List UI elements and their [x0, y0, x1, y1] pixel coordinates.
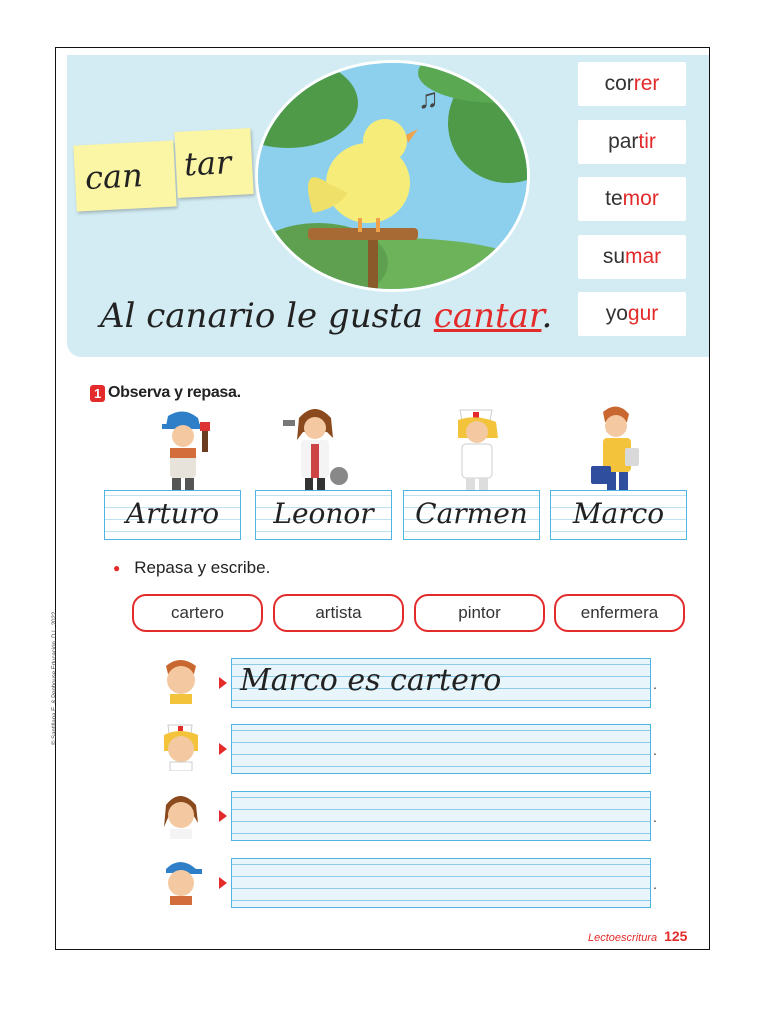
exercise-instruction: Observa y repasa.	[108, 384, 241, 401]
word-plain: cor	[604, 72, 634, 95]
profession-pill: pintor	[414, 594, 545, 632]
figure-painter	[150, 408, 220, 497]
word-plain: yo	[605, 302, 628, 325]
canary-illustration	[255, 60, 530, 292]
row-period: .	[653, 809, 657, 825]
word-card	[578, 177, 686, 221]
syllable-text: can	[84, 156, 144, 198]
arrow-icon	[219, 677, 227, 689]
sentence-highlight: cantar	[433, 296, 542, 336]
profession-pill: enfermera	[554, 594, 685, 632]
arrow-icon	[219, 810, 227, 822]
face-artist-icon	[158, 789, 204, 839]
word-ending: gur	[627, 302, 659, 325]
writing-row-2[interactable]	[231, 724, 651, 774]
figure-nurse	[446, 404, 510, 497]
name-text: Leonor	[273, 497, 374, 530]
row-period: .	[653, 876, 657, 892]
page-footer	[588, 928, 687, 944]
exercise-title	[90, 384, 241, 402]
sub-instruction	[113, 558, 270, 578]
name-box-marco	[550, 490, 687, 540]
face-nurse-icon	[158, 721, 204, 771]
arrow-icon	[219, 877, 227, 889]
name-text: Marco	[572, 497, 665, 530]
word-plain: su	[602, 245, 625, 268]
name-box-arturo	[104, 490, 241, 540]
face-painter-icon	[158, 855, 204, 905]
figure-mailman	[585, 402, 645, 497]
word-ending: mor	[622, 187, 659, 210]
word-plain: te	[605, 187, 623, 210]
word-ending: rer	[633, 72, 660, 95]
word-card	[578, 235, 686, 279]
arrow-icon	[219, 743, 227, 755]
word-plain: par	[608, 130, 639, 153]
name-text: Arturo	[125, 497, 220, 530]
name-box-carmen	[403, 490, 540, 540]
profession-pill: artista	[273, 594, 404, 632]
sub-instruction-text: Repasa y escribe.	[134, 558, 271, 577]
exercise-number: 1	[90, 385, 105, 402]
example-sentence: Marco es cartero	[240, 663, 502, 698]
word-ending: tir	[638, 130, 656, 153]
sentence-start: Al canario le gusta	[100, 296, 434, 336]
section-label: Lectoescritura	[588, 932, 658, 944]
copyright-credit: © Santillana E. & Penhouse Educación. D.L. 2022	[52, 611, 58, 745]
profession-pill: cartero	[132, 594, 263, 632]
word-ending: mar	[625, 245, 662, 268]
word-card	[578, 292, 686, 336]
name-box-leonor	[255, 490, 392, 540]
page-number: 125	[664, 928, 688, 944]
writing-row-1[interactable]	[231, 658, 651, 708]
syllable-note-can	[73, 140, 176, 211]
syllable-note-tar	[174, 128, 253, 198]
sentence-end: .	[541, 296, 553, 336]
cursive-sentence	[100, 296, 552, 336]
face-mailman-icon	[158, 654, 204, 704]
word-card	[578, 62, 686, 106]
row-period: .	[653, 676, 657, 692]
writing-row-4[interactable]	[231, 858, 651, 908]
bullet-icon: ●	[113, 561, 121, 575]
svg-text:♫: ♫	[418, 83, 439, 114]
figure-artist	[277, 404, 357, 497]
row-period: .	[653, 742, 657, 758]
name-text: Carmen	[415, 497, 528, 530]
syllable-text: tar	[183, 143, 233, 184]
word-card	[578, 120, 686, 164]
writing-row-3[interactable]	[231, 791, 651, 841]
